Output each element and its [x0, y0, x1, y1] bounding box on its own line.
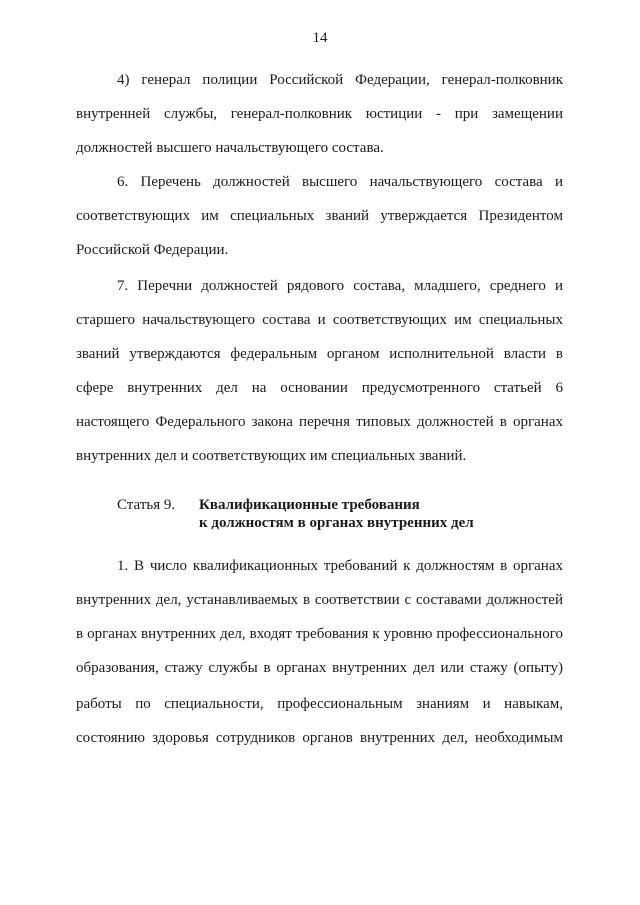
paragraph-line: старшего начальствующего состава и соответствующих им специальных [76, 312, 563, 328]
paragraph-line: работы по специальности, профессиональным знаниям и навыкам, [76, 696, 563, 712]
paragraph-line: 4) генерал полиции Российской Федерации, генерал-полковник [117, 72, 563, 88]
paragraph-line: состоянию здоровья сотрудников органов внутренних дел, необходимым [76, 730, 563, 746]
paragraph-line: внутренних дел, устанавливаемых в соответствии с составами должностей [76, 592, 563, 608]
paragraph-line: внутренней службы, генерал-полковник юстиции - при замещении [76, 106, 563, 122]
paragraph-line: Российской Федерации. [76, 242, 229, 258]
paragraph-line: сфере внутренних дел на основании предусмотренного статьей 6 [76, 380, 563, 396]
paragraph-line: должностей высшего начальствующего состава. [76, 140, 384, 156]
paragraph-line: 6. Перечень должностей высшего начальствующего состава и [117, 174, 563, 190]
paragraph-line: 1. В число квалификационных требований к должностям в органах [117, 558, 563, 574]
paragraph-line: в органах внутренних дел, входят требования к уровню профессионального [76, 626, 563, 642]
paragraph-line: званий утверждаются федеральным органом исполнительной власти в [76, 346, 563, 362]
article-title-line-1: Квалификационные требования [199, 497, 420, 513]
article-label: Статья 9. [117, 497, 176, 513]
article-title-line-2: к должностям в органах внутренних дел [199, 515, 474, 531]
page-number: 14 [312, 30, 328, 46]
paragraph-line: внутренних дел и соответствующих им специальных званий. [76, 448, 467, 464]
paragraph-line: образования, стажу службы в органах внутренних дел или стажу (опыту) [76, 660, 563, 676]
paragraph-line: 7. Перечни должностей рядового состава, младшего, среднего и [117, 278, 563, 294]
paragraph-line: соответствующих им специальных званий утверждается Президентом [76, 208, 563, 224]
paragraph-line: настоящего Федерального закона перечня типовых должностей в органах [76, 414, 563, 430]
